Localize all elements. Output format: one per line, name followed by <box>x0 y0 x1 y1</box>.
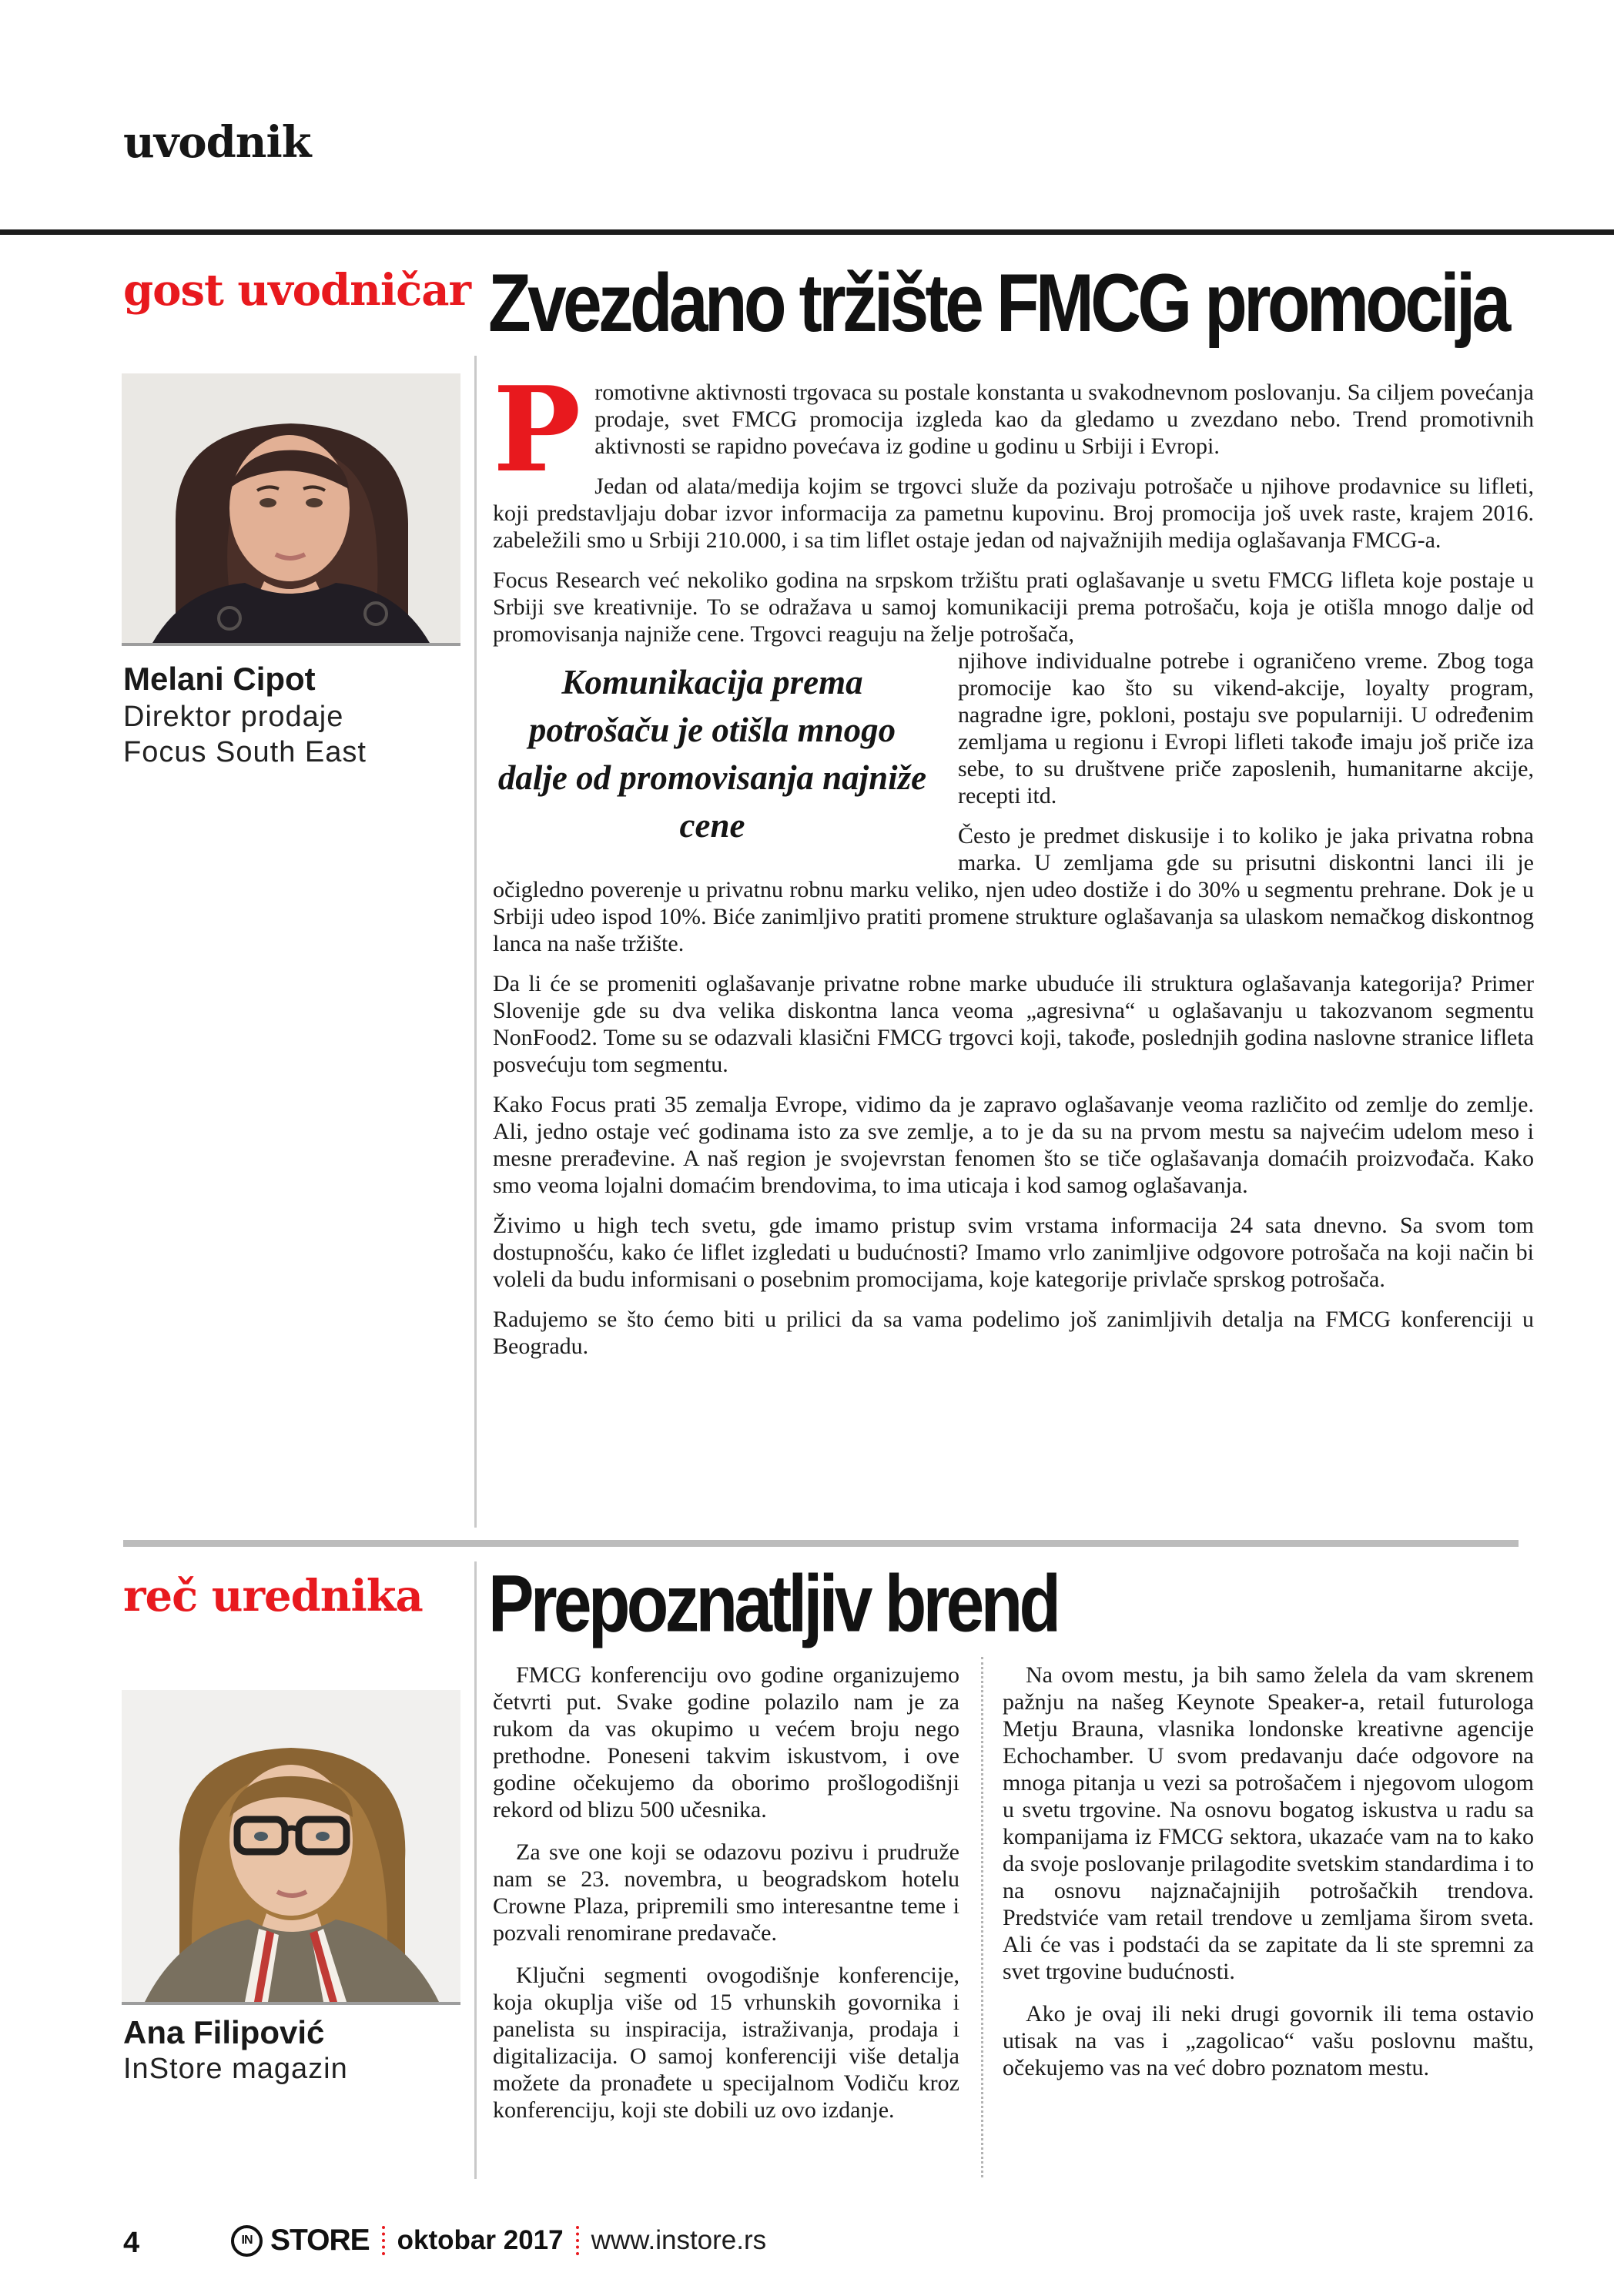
footer-brand-store: STORE <box>270 2224 370 2257</box>
author1-role: Direktor prodaje <box>123 701 344 733</box>
paragraph: Za sve one koji se odazovu pozivu i prudruže nam se 23. novembra, u beogradskom hotelu Crowne Plaza, pripremili smo interesantne teme i pozvali renomirane predavače. <box>493 1839 959 1946</box>
section-label-rec-urednika: reč urednika <box>123 1571 423 1622</box>
paragraph: Jedan od alata/medija kojim se trgovci služe da pozivaju potrošače u njihove prodavnice su lifleti, koji predstavljaju dobar izvor informacija za pametnu kupovinu. Broj promocija još uvek raste, krajem 2016. zabeležili smo u Srbiji 210.000, i sa tim liflet ostaje jedan od najvažnijih medija oglašavanja FMCG-a. <box>493 474 1534 553</box>
column-divider-rule <box>474 356 477 1528</box>
author2-company: InStore magazin <box>123 2053 348 2085</box>
footer <box>231 2224 766 2258</box>
paragraph: Na ovom mestu, ja bih samo želela da vam skrenem pažnju na našeg Keynote Speaker-a, retail futurologa Metju Brauna, vlasnika londonske kreativne agencije Echochamber. U svom predavanju daće odgovore na mnoga pitanja u vezi sa potrošačem i njegovom ulogom u svetu trgovine. Na osnovu bogatog iskustva u radu sa kompanijama iz FMCG sektora, ukazaće vam na to kako da svoje poslovanje prilagodite svetskim standardima i to na osnovu najznačajnijih potrošačkih trendova. Predstviće vam retail trendove u zemljama širom sveta. Ali će vas i podstaći da se zapitate da li ste spremni za svet trgovine budućnosti. <box>1003 1662 1534 1984</box>
paragraph: Radujemo se što ćemo biti u prilici da sa vama podelimo još zanimljivih detalja na FMCG konferenciji u Beogradu. <box>493 1307 1534 1359</box>
paragraph: njihove individualne potrebe i ograničeno vreme. Zbog toga promocije kao što su vikend-akcije, loyalty program, nagradne igre, pokloni, postaju sve popularniji. U određenim zemljama u regionu i Evropi lifleti takođe imaju još priče iza sebe, to su društvene priče zaposlenih, humanitarne akcije, recepti itd. <box>958 648 1534 808</box>
footer-dotted-separator <box>382 2226 385 2255</box>
paragraph: FMCG konferenciju ovo godine organizujemo četvrti put. Svake godine polazilo nam je za rukom da vas okupimo u većem broju nego prethodne. Poneseni takvim iskustvom, i ove godine očekujemo da oborimo prošlogodišnji rekord od blizu 500 učesnika. <box>493 1662 959 1822</box>
portrait-melani-cipot <box>122 373 460 646</box>
dotted-column-divider <box>981 1657 983 2177</box>
portrait-ana-filipovic-image <box>122 1690 460 2002</box>
paragraph: Da li će se promeniti oglašavanje privatne robne marke ubuduće ili struktura oglašavanja kategorija? Primer Slovenije gde su dva velika diskontna lanca veoma „agresivna“ u oglašavanju u takozvanom segmentu NonFood2. Tome su se odazvali klasični FMCG trgovci koji, takođe, poslednjih godina naslovne stranice lifleta posvećuju tom segmentu. <box>493 971 1534 1077</box>
author1-name: Melani Cipot <box>123 661 316 697</box>
article2-column-2 <box>1003 1662 1534 2097</box>
page-number: 4 <box>123 2227 140 2259</box>
paragraph: Često je predmet diskusije i to koliko je jaka privatna robna marka. U zemljama gde su prisutni diskontni lanci ili je očigledno poverenje u privatnu robnu marku veliko, njen udeo dostiže i do 30% u segmentu prehrane. Dok je u Srbiji udeo ispod 10%. Biće zanimljivo pratiti promene strukture oglašavanja sa ulaskom nemačkog diskontnog lanca na naše tržište. <box>493 823 1534 956</box>
section-label-gost-uvodnicar: gost uvodničar <box>123 265 471 316</box>
paragraph: Promotivne aktivnosti trgovaca su postale konstanta u svakodnevnom poslovanju. Sa ciljem povećanja prodaje, svet FMCG promocija izgleda kao da gledamo u zvezdano nebo. Trend promotivnih aktivnosti se rapidno povećava iz godine u godinu u Srbiji i Evropi. <box>493 360 1534 498</box>
header-rule <box>0 229 1614 235</box>
footer-issue-date: oktobar 2017 <box>397 2225 564 2255</box>
paragraph: Ako je ovaj ili neki drugi govornik ili tema ostavio utisak na vas i „zagolicao“ vašu poslovnu maštu, očekujemo vas na već dobro poznatom mestu. <box>1003 2001 1534 2080</box>
article2-column-1 <box>493 1662 959 2139</box>
instore-logo-icon: IN <box>231 2225 263 2257</box>
page-kicker: uvodnik <box>123 117 311 168</box>
article1-body <box>493 360 1534 1373</box>
portrait-melani-cipot-image <box>122 373 460 643</box>
portrait-ana-filipovic <box>122 1690 460 2005</box>
article2-title: Prepoznatljiv brend <box>488 1559 1058 1649</box>
paragraph: Živimo u high tech svetu, gde imamo pristup svim vrstama informacija 24 sata dnevno. Sa svom tom dostupnošću, kako će liflet izgledati u budućnosti? Imamo vrlo zanimljive odgovore potrošača na koji način bi voleli da budu informisani o posebnim promocijama, koje kategorije privlače sprskog potrošača. <box>493 1213 1534 1292</box>
section-divider-bar <box>123 1540 1519 1547</box>
footer-website-link[interactable]: www.instore.rs <box>591 2225 767 2255</box>
pull-quote: Komunikacija prema potrošaču je otišla mnogo dalje od promovisanja najniže cene <box>497 663 927 845</box>
drop-cap: P <box>493 360 581 498</box>
paragraph: Focus Research već nekoliko godina na srpskom tržištu prati oglašavanje u svetu FMCG lifleta koje postaje u Srbiji sve kreativnije. To se odražava u samoj komunikaciji prema potrošaču, koja je otišla mnogo dalje od promovisanja najniže cene. Trgovci reaguju na želje potrošača, <box>493 567 1534 647</box>
paragraph: Ključni segmenti ovogodišnje konferencije, koja okuplja više od 15 vrhunskih govornika i panelista su inspiracija, istraživanja, prodaja i digitalizacija. O samoj konferenciji više detalja možete da pronađete u specijalnom Vodiču kroz konferenciju, koji ste dobili uz ovo izdanje. <box>493 1963 959 2123</box>
paragraph: Kako Focus prati 35 zemalja Evrope, vidimo da je zapravo oglašavanje veoma različito od zemlje do zemlje. Ali, jedno ostaje već godinama isto za sve zemlje, a to je da su na prvom mestu sa najvećim udelom meso i mesne prerađevine. A naš region je svojevrstan fenomen što se tiče oglašavanja domaćih proizvođača. Kako smo veoma lojalni domaćim brendovima, to ima uticaja i kod samog oglašavanja. <box>493 1092 1534 1198</box>
column-divider-rule <box>474 1561 477 2179</box>
author2-name: Ana Filipović <box>123 2014 325 2050</box>
author1-company: Focus South East <box>123 736 367 768</box>
footer-dotted-separator <box>576 2226 579 2255</box>
article1-title: Zvezdano tržište FMCG promocija <box>488 256 1508 349</box>
